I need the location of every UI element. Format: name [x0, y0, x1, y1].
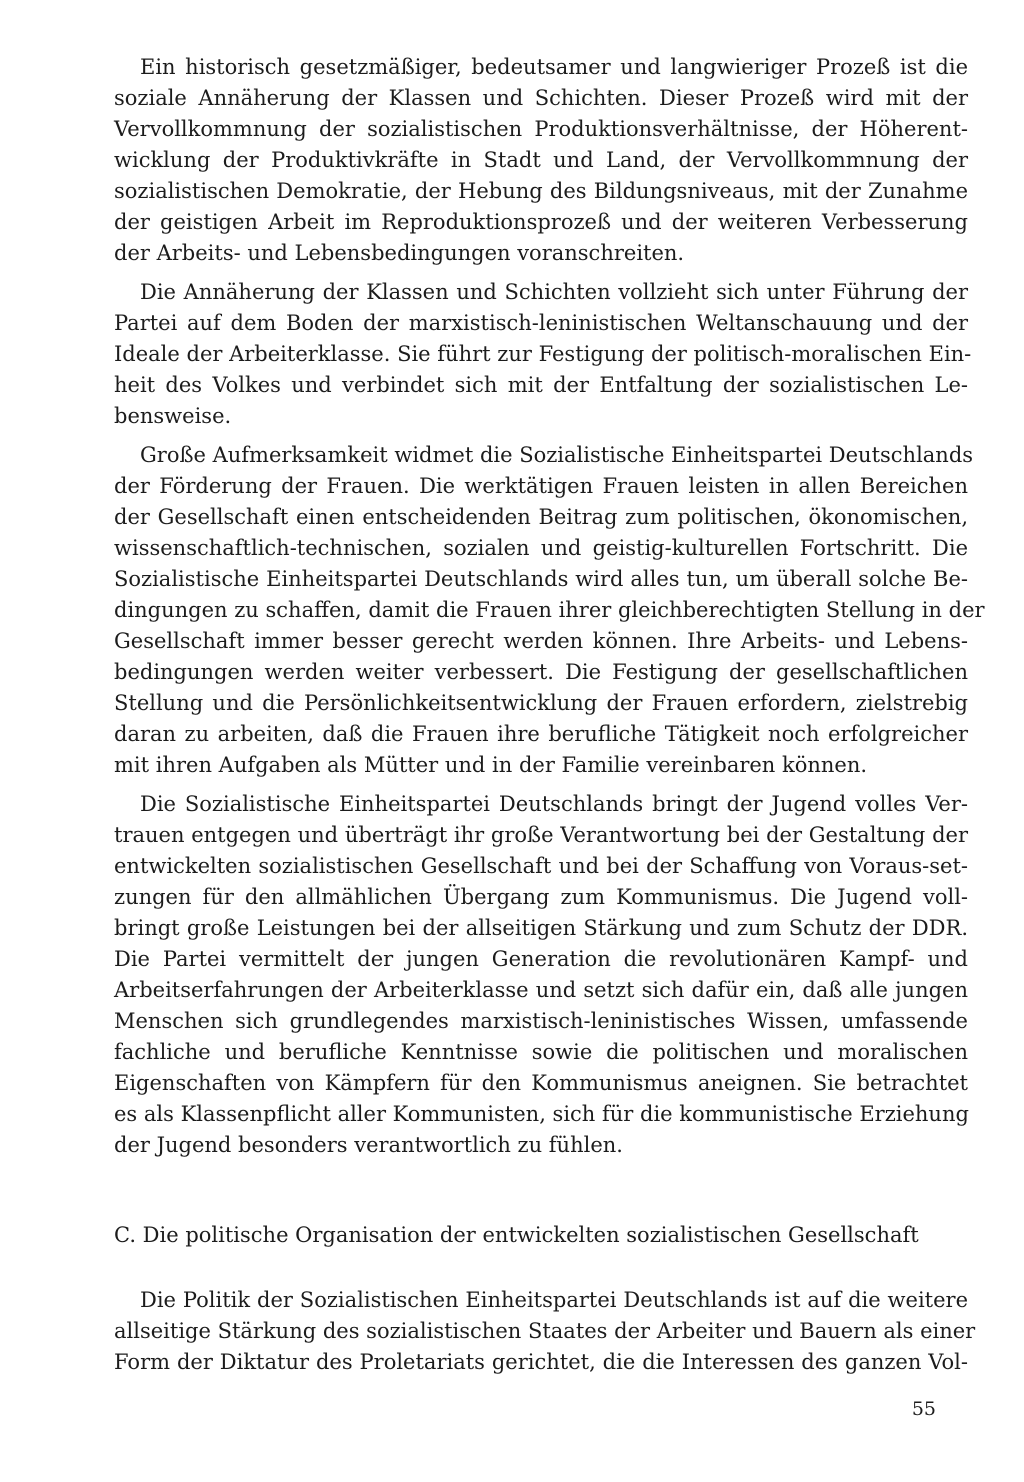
- text-line: zungen für den allmählichen Übergang zum Kommunismus. Die Jugend voll-: [114, 885, 968, 909]
- text-line: der Förderung der Frauen. Die werktätigen Frauen leisten in allen Bereichen: [114, 474, 968, 498]
- paragraph-5: [114, 1285, 976, 1378]
- text-line: Ein historisch gesetzmäßiger, bedeutsamer und langwieriger Prozeß ist die: [140, 55, 968, 79]
- text-line: daran zu arbeiten, daß die Frauen ihre berufliche Tätigkeit noch erfolgreicher: [114, 722, 968, 746]
- text-line: sozialistischen Demokratie, der Hebung des Bildungsniveaus, mit der Zunahme: [114, 179, 968, 203]
- text-line: allseitige Stärkung des sozialistischen Staates der Arbeiter und Bauern als einer: [114, 1319, 976, 1343]
- text-line: Vervollkommnung der sozialistischen Produktionsverhältnisse, der Höherent-: [114, 117, 968, 141]
- text-line: trauen entgegen und überträgt ihr große Verantwortung bei der Gestaltung der: [114, 823, 968, 847]
- text-line: Große Aufmerksamkeit widmet die Sozialistische Einheitspartei Deutschlands: [140, 443, 974, 467]
- paragraph-2: [114, 277, 972, 432]
- text-line: wissenschaftlich-technischen, sozialen und geistig-kulturellen Fortschritt. Die: [114, 536, 968, 560]
- text-line: dingungen zu schaffen, damit die Frauen ihrer gleichberechtigten Stellung in der: [114, 598, 985, 622]
- paragraph-4: [114, 789, 968, 1161]
- text-line: der geistigen Arbeit im Reproduktionsprozeß und der weiteren Verbesserung: [114, 210, 968, 234]
- text-line: es als Klassenpflicht aller Kommunisten, sich für die kommunistische Erziehung: [114, 1102, 969, 1126]
- text-line: Gesellschaft immer besser gerecht werden können. Ihre Arbeits- und Lebens-: [114, 629, 968, 653]
- page-number: 55: [911, 1398, 936, 1420]
- text-line: der Arbeits- und Lebensbedingungen voranschreiten.: [114, 241, 685, 265]
- text-line: Eigenschaften von Kämpfern für den Kommunismus aneignen. Sie betrachtet: [114, 1071, 968, 1095]
- text-line: bedingungen werden weiter verbessert. Die Festigung der gesellschaftlichen: [114, 660, 968, 684]
- text-line: Die Annäherung der Klassen und Schichten vollzieht sich unter Führung der: [140, 280, 968, 304]
- text-line: heit des Volkes und verbindet sich mit der Entfaltung der sozialistischen Le-: [114, 373, 968, 397]
- text-line: fachliche und berufliche Kenntnisse sowie die politischen und moralischen: [114, 1040, 968, 1064]
- body-text: [114, 52, 985, 1169]
- text-line: bringt große Leistungen bei der allseitigen Stärkung und zum Schutz der DDR.: [114, 916, 968, 940]
- text-line: der Gesellschaft einen entscheidenden Beitrag zum politischen, ökonomischen,: [114, 505, 968, 529]
- text-line: Die Partei vermittelt der jungen Generation die revolutionären Kampf- und: [114, 947, 968, 971]
- text-line: bensweise.: [114, 404, 232, 428]
- text-line: wicklung der Produktivkräfte in Stadt und Land, der Vervollkommnung der: [114, 148, 968, 172]
- section-heading: C. Die politische Organisation der entwickelten sozialistischen Gesellschaft: [114, 1223, 919, 1247]
- text-line: Arbeitserfahrungen der Arbeiterklasse und setzt sich dafür ein, daß alle jungen: [114, 978, 968, 1002]
- text-line: Menschen sich grundlegendes marxistisch-leninistisches Wissen, umfassende: [114, 1009, 968, 1033]
- text-line: Sozialistische Einheitspartei Deutschlands wird alles tun, um überall solche Be-: [114, 567, 968, 591]
- text-line: entwickelten sozialistischen Gesellschaft und bei der Schaffung von Voraus-set-: [114, 854, 968, 878]
- text-line: Form der Diktatur des Proletariats gerichtet, die die Interessen des ganzen Vol-: [114, 1350, 968, 1374]
- text-line: mit ihren Aufgaben als Mütter und in der Familie vereinbaren können.: [114, 753, 868, 777]
- paragraph-3: [114, 440, 985, 781]
- text-line: Ideale der Arbeiterklasse. Sie führt zur Festigung der politisch-moralischen Ein-: [114, 342, 972, 366]
- body-text-continued: [114, 1285, 976, 1386]
- text-line: Die Sozialistische Einheitspartei Deutschlands bringt der Jugend volles Ver-: [140, 792, 968, 816]
- text-line: Stellung und die Persönlichkeitsentwicklung der Frauen erfordern, zielstrebig: [114, 691, 968, 715]
- text-line: Die Politik der Sozialistischen Einheitspartei Deutschlands ist auf die weitere: [140, 1288, 968, 1312]
- text-line: soziale Annäherung der Klassen und Schichten. Dieser Prozeß wird mit der: [114, 86, 968, 110]
- paragraph-1: [114, 52, 968, 269]
- text-line: der Jugend besonders verantwortlich zu fühlen.: [114, 1133, 623, 1157]
- text-line: Partei auf dem Boden der marxistisch-leninistischen Weltanschauung und der: [114, 311, 968, 335]
